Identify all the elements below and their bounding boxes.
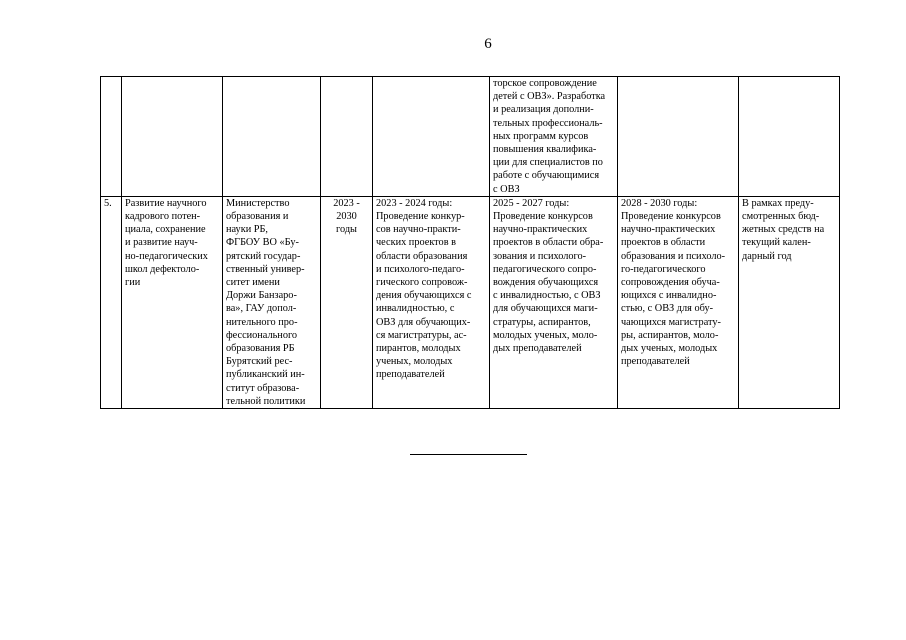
cell-funding — [739, 77, 840, 197]
cell-no — [101, 77, 122, 197]
page-number: 6 — [484, 36, 492, 52]
cell-period — [321, 77, 373, 197]
cell-task: Развитие научного кадрового потен- циала, сохранение и развитие науч- но-педагогических школ дефектоло- гии — [122, 196, 223, 408]
cell-executors — [223, 77, 321, 197]
cell-stage-1: 2023 - 2024 годы: Проведение конкур- сов научно-практи- ческих проектов в области образования и психолого-педаго- гического сопровож- дения обучающихся с инвалидностью, с ОВЗ для обучающих- ся магистратуры, ас- пирантов, молодых ученых, молодых преподавателей — [373, 196, 490, 408]
footnote-divider — [410, 454, 527, 455]
cell-executors: Министерство образования и науки РБ, ФГБОУ ВО «Бу- рятский государ- ственный универ- ситет имени Доржи Банзаро- ва», ГАУ допол- нительного про- фессионального образования РБ Бурятский рес- публиканский ин- ститут образова- тельной политики — [223, 196, 321, 408]
measures-table — [100, 76, 840, 409]
cell-task — [122, 77, 223, 197]
cell-stage-3 — [618, 77, 739, 197]
cell-stage-2: 2025 - 2027 годы: Проведение конкурсов научно-практических проектов в области обра- зования и психолого- педагогического сопро- вождения обучающихся с инвалидностью, с ОВЗ для обучающихся маги- стратуры, аспирантов, молодых ученых, моло- дых преподавателей — [490, 196, 618, 408]
cell-period: 2023 - 2030 годы — [321, 196, 373, 408]
table-row-continuation — [101, 77, 840, 197]
cell-stage-1 — [373, 77, 490, 197]
cell-funding: В рамках преду- смотренных бюд- жетных средств на текущий кален- дарный год — [739, 196, 840, 408]
table-row-5 — [101, 196, 840, 408]
cell-stage-3: 2028 - 2030 годы: Проведение конкурсов научно-практических проектов в области образования и психоло- го-педагогического сопровождения обуча- ющихся с инвалидно- стью, с ОВЗ для обу- чающихся магистрату- ры, аспирантов, моло- дых ученых, молодых преподавателей — [618, 196, 739, 408]
cell-stage-2: торское сопровождение детей с ОВЗ». Разработка и реализация дополни- тельных профессиональ- ных программ курсов повышения квалифика- ции для специалистов по работе с обучающимися с ОВЗ — [490, 77, 618, 197]
cell-no: 5. — [101, 196, 122, 408]
